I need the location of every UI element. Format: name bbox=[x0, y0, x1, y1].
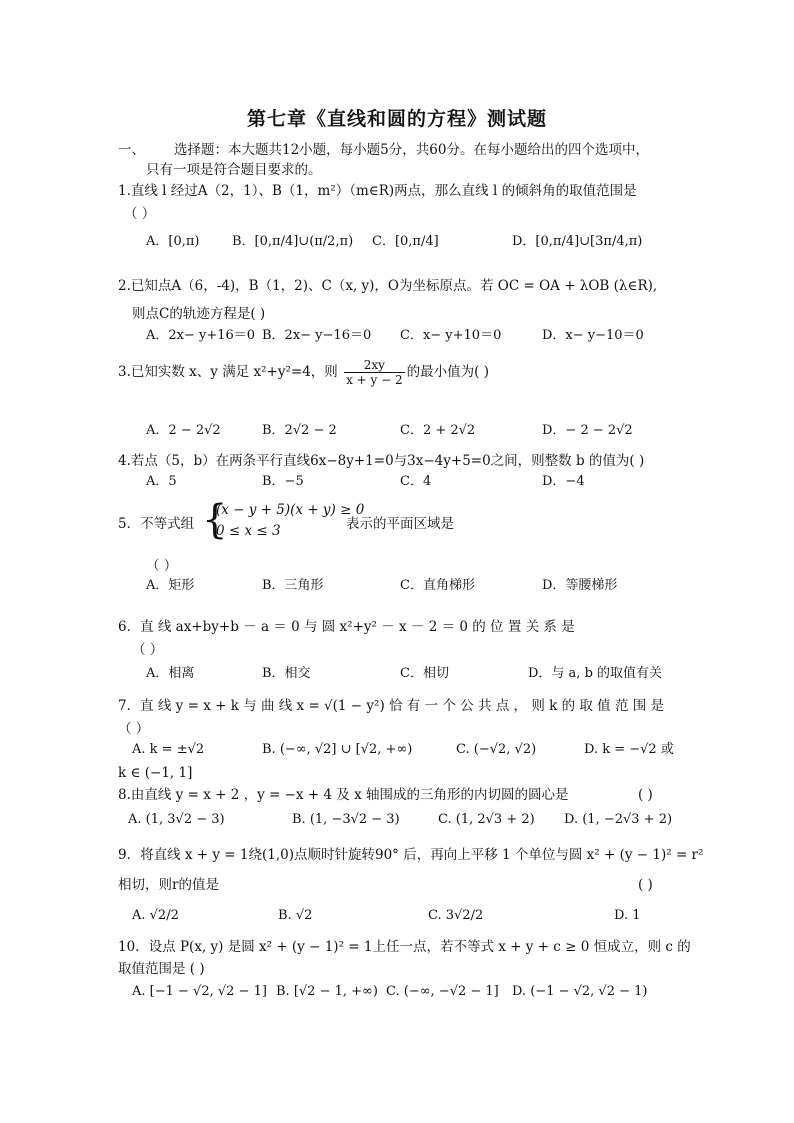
option-a: A．2 − 2√2 bbox=[146, 423, 221, 438]
question-text: 已知实数 x、y 满足 x²+y²=4，则 bbox=[130, 364, 338, 380]
question-number: 4. bbox=[118, 453, 131, 469]
question-number: 2. bbox=[118, 278, 131, 294]
answer-paren: （ ） bbox=[146, 558, 178, 574]
question-text: 已知点A（6，-4)，B（1，2)、C（x, y)，O为坐标原点。若 OC = OA + λOB (λ∈R), bbox=[130, 278, 658, 294]
option-a: A. k = ±√2 bbox=[132, 742, 205, 757]
option-d: D. (1, −2√3 + 2) bbox=[564, 812, 673, 827]
system-line-2: 0 ≤ x ≤ 3 bbox=[216, 523, 281, 539]
question-number: 1. bbox=[118, 183, 131, 199]
question-number: 6． bbox=[118, 619, 141, 635]
question-9 bbox=[118, 846, 703, 864]
option-b: B. (1, −3√2 − 3) bbox=[292, 812, 400, 827]
question-number-and-text bbox=[118, 512, 194, 532]
option-d: D．−4 bbox=[542, 474, 585, 489]
option-b: B. √2 bbox=[278, 908, 313, 923]
option-c: C. (1, 2√3 + 2) bbox=[438, 812, 535, 827]
question-number: 10． bbox=[118, 939, 149, 955]
option-d: D. 1 bbox=[614, 908, 641, 923]
question-text: 直 线 y = x + k 与 曲 线 x = √(1 − y²) 恰 有 一 个 公 共 点 ， 则 k 的 取 值 范 围 是 bbox=[140, 698, 665, 714]
question-number: 8. bbox=[118, 787, 131, 803]
system-line-1: (x − y + 5)(x + y) ≥ 0 bbox=[216, 502, 365, 518]
question-text: 若点（5，b）在两条平行直线6x−8y+1=0与3x−4y+5=0之间，则整数 b 的值为( ) bbox=[130, 453, 645, 469]
option-d: D．等腰梯形 bbox=[542, 578, 618, 593]
option-a: A．矩形 bbox=[146, 578, 195, 593]
option-c: C．4 bbox=[400, 474, 432, 489]
option-b: B. (−∞, √2] ∪ [√2, +∞) bbox=[262, 742, 413, 757]
question-8 bbox=[118, 786, 569, 804]
option-a: A. [−1 − √2, √2 − 1] bbox=[132, 984, 267, 999]
question-text: 设点 P(x, y) 是圆 x² + (y − 1)² = 1上任一点，若不等式 x + y + c ≥ 0 恒成立，则 c 的 bbox=[148, 939, 691, 955]
answer-paren: （ ） bbox=[124, 206, 156, 222]
question-text: 由直线 y = x + 2 ，y = −x + 4 及 x 轴围成的三角形的内切圆的圆心是 bbox=[130, 787, 569, 803]
question-number: 5． bbox=[118, 516, 141, 532]
question-text: 不等式组 bbox=[140, 516, 195, 532]
question-text-line2: 相切，则r的值是 bbox=[118, 877, 219, 893]
fraction-denominator: x + y − 2 bbox=[346, 373, 403, 387]
option-d: D. (−1 − √2, √2 − 1) bbox=[512, 984, 648, 999]
question-4 bbox=[118, 452, 644, 470]
option-c: C. 3√2/2 bbox=[428, 908, 484, 923]
question-text: 直线 l 经过A（2，1）、B（1，m²）（m∈R)两点，那么直线 l 的倾斜角的取值范围是 bbox=[130, 183, 637, 199]
question-10 bbox=[118, 938, 691, 956]
option-c: C．相切 bbox=[400, 666, 449, 681]
option-b: B．2x− y−16＝0 bbox=[262, 328, 372, 343]
question-text-line2: 则点C的轨迹方程是( ) bbox=[132, 306, 266, 322]
section-instructions: 选择题：本大题共12小题，每小题5分，共60分。在每小题给出的四个选项中， bbox=[174, 142, 649, 158]
system-brace: { bbox=[202, 497, 228, 543]
answer-paren: ( ) bbox=[638, 877, 653, 893]
option-d: D．x− y−10＝0 bbox=[542, 328, 644, 343]
option-c: C. (−√2, √2) bbox=[456, 742, 537, 757]
question-3 bbox=[118, 358, 489, 387]
option-b: B．2√2 − 2 bbox=[262, 423, 337, 438]
option-d-continued: k ∈ (−1, 1] bbox=[118, 765, 193, 781]
option-c: C．2 + 2√2 bbox=[400, 423, 476, 438]
question-text: 直 线 ax+by+b － a ＝ 0 与 圆 x²+y² － x － 2 ＝ 0 的 位 置 关 系 是 bbox=[140, 619, 575, 635]
option-a: A．相离 bbox=[146, 666, 195, 681]
question-text-tail: 表示的平面区域是 bbox=[346, 516, 454, 532]
option-d: D．[0,π/4]∪[3π/4,π) bbox=[512, 234, 643, 249]
option-b: B．三角形 bbox=[262, 578, 324, 593]
answer-paren: ( ) bbox=[638, 787, 653, 803]
question-number: 3. bbox=[118, 364, 131, 380]
option-b: B．−5 bbox=[262, 474, 304, 489]
option-c: C．x− y+10＝0 bbox=[400, 328, 502, 343]
question-7 bbox=[118, 697, 664, 715]
option-a: A. √2/2 bbox=[132, 908, 179, 923]
option-b: B．相交 bbox=[262, 666, 311, 681]
option-d: D. k = −√2 或 bbox=[584, 742, 674, 757]
question-number: 9． bbox=[118, 847, 141, 863]
section-instructions-line2: 只有一项是符合题目要求的。 bbox=[146, 162, 322, 178]
option-b: B. [√2 − 1, +∞) bbox=[276, 984, 378, 999]
option-a: A．[0,π) bbox=[146, 234, 200, 249]
option-c: C．[0,π/4] bbox=[372, 234, 439, 249]
fraction bbox=[344, 358, 405, 387]
option-d: D．与 a, b 的取值有关 bbox=[528, 666, 663, 681]
question-text-line2: 取值范围是 ( ) bbox=[118, 961, 205, 977]
question-1 bbox=[118, 182, 637, 200]
option-a: A．5 bbox=[146, 474, 177, 489]
fraction-numerator: 2xy bbox=[344, 358, 405, 373]
section-number: 一、 bbox=[118, 142, 145, 158]
question-text-tail: 的最小值为( ) bbox=[406, 364, 489, 380]
question-6 bbox=[118, 618, 575, 636]
option-c: C. (−∞, −√2 − 1] bbox=[386, 984, 499, 999]
question-text: 将直线 x + y = 1绕(1,0)点顺时针旋转90° 后，再向上平移 1 个单位与圆 x² + (y − 1)² = r² bbox=[140, 847, 704, 863]
answer-paren: （ ） bbox=[132, 642, 164, 658]
option-a: A. (1, 3√2 − 3) bbox=[128, 812, 225, 827]
question-number: 7． bbox=[118, 698, 141, 714]
option-d: D．− 2 − 2√2 bbox=[542, 423, 633, 438]
option-c: C．直角梯形 bbox=[400, 578, 475, 593]
option-a: A．2x− y+16＝0 bbox=[146, 328, 256, 343]
answer-paren: （ ） bbox=[118, 721, 150, 737]
question-2 bbox=[118, 277, 657, 295]
page-title: 第七章《直线和圆的方程》测试题 bbox=[246, 108, 547, 130]
option-b: B．[0,π/4]∪(π/2,π) bbox=[232, 234, 354, 249]
